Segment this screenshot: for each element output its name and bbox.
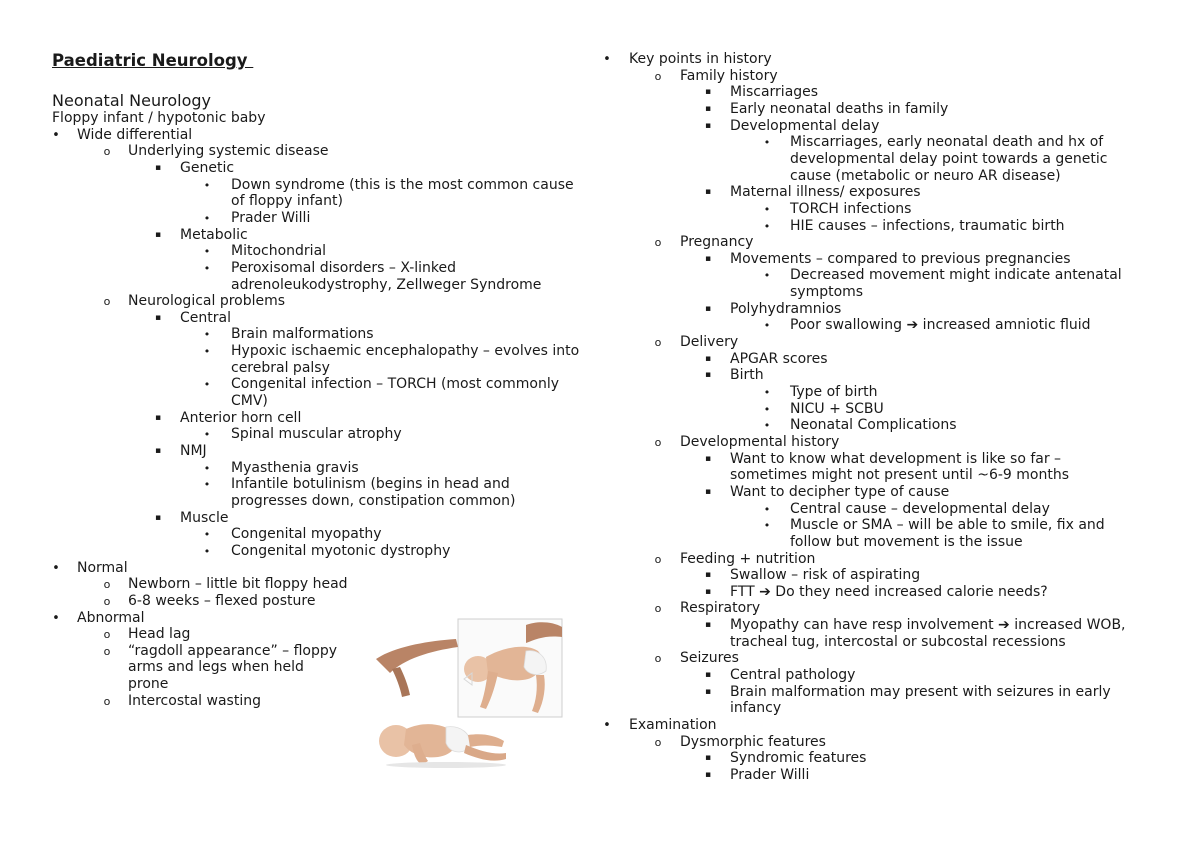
list-item-text: Floppy infant / hypotonic baby <box>52 110 266 126</box>
list-bullet: ▪ <box>704 353 712 364</box>
list-item-text: Pregnancy <box>680 234 754 251</box>
list-item-text: Underlying systemic disease <box>128 143 329 160</box>
list-bullet: • <box>203 345 211 359</box>
list-item-text: “ragdoll appearance” – floppy <box>128 642 338 659</box>
list-bullet: o <box>654 69 662 83</box>
list-item-text: Intercostal wasting <box>128 692 261 709</box>
list-bullet: ▪ <box>704 570 712 581</box>
list-item-text: Developmental history <box>680 433 840 450</box>
list-item-text: Central cause – developmental delay <box>790 500 1050 517</box>
list-bullet: ▪ <box>154 512 162 523</box>
list-bullet: • <box>203 211 211 225</box>
list-item-text: Spinal muscular atrophy <box>231 426 402 443</box>
list-bullet: o <box>103 578 111 592</box>
list-item-text: Brain malformations <box>231 326 374 343</box>
list-item-text: TORCH infections <box>790 200 912 217</box>
list-item-text: cause (metabolic or neuro AR disease) <box>790 167 1061 184</box>
list-bullet: • <box>763 202 771 216</box>
list-item-text: cerebral palsy <box>231 359 330 376</box>
list-bullet: o <box>654 602 662 616</box>
list-item-text: Want to know what development is like so far – <box>730 450 1062 467</box>
list-bullet: • <box>763 519 771 533</box>
list-item-text: Key points in history <box>629 51 772 67</box>
list-bullet: ▪ <box>154 446 162 456</box>
baby-leg-lower-a <box>468 734 504 747</box>
list-bullet: ▪ <box>704 686 712 697</box>
list-bullet: o <box>103 145 111 159</box>
list-bullet: ▪ <box>704 370 712 381</box>
list-bullet: ▪ <box>704 486 712 497</box>
list-item-text: Metabolic <box>180 226 248 243</box>
list-bullet: • <box>203 245 211 259</box>
list-item-text: tracheal tug, intercostal or subcostal recessions <box>730 633 1066 650</box>
list-bullet: • <box>203 328 211 342</box>
list-item-text: Central pathology <box>730 667 856 684</box>
list-item-text: Movements – compared to previous pregnancies <box>730 250 1071 267</box>
list-item-text: NICU + SCBU <box>790 400 884 417</box>
list-item-text: Miscarriages, early neonatal death and hx of <box>790 134 1104 151</box>
list-bullet: ▪ <box>704 120 712 131</box>
list-bullet: • <box>203 544 211 558</box>
adult-hand-lower <box>392 667 410 697</box>
list-bullet: o <box>654 735 662 749</box>
list-bullet: ▪ <box>154 312 162 323</box>
list-bullet: ▪ <box>704 103 712 114</box>
list-bullet: • <box>603 718 611 733</box>
list-bullet: o <box>654 435 662 449</box>
list-bullet: ▪ <box>704 753 712 764</box>
list-item-text: Syndromic features <box>730 750 867 767</box>
list-bullet: o <box>103 694 111 708</box>
list-item-text: Maternal illness/ exposures <box>730 184 921 201</box>
list-item-text: Feeding + nutrition <box>680 550 816 567</box>
list-item-text: FTT ➔ Do they need increased calorie needs? <box>730 583 1048 600</box>
list-item-text: HIE causes – infections, traumatic birth <box>790 217 1065 234</box>
list-bullet: ▪ <box>704 187 712 198</box>
list-bullet: • <box>52 127 60 143</box>
list-item-text: Newborn – little bit floppy head <box>128 576 348 593</box>
list-item-text: adrenoleukodystrophy, Zellweger Syndrome <box>231 276 542 293</box>
section-heading: Neonatal Neurology <box>52 91 211 110</box>
list-bullet: o <box>103 594 111 608</box>
list-item-text: prone <box>128 676 169 693</box>
list-bullet: • <box>52 560 60 576</box>
list-bullet: ▪ <box>704 670 712 681</box>
list-bullet: ▪ <box>704 620 712 631</box>
list-item-text: Poor swallowing ➔ increased amniotic fluid <box>790 317 1091 334</box>
list-item-text: Neurological problems <box>128 293 286 310</box>
list-item-text: Muscle <box>180 509 229 526</box>
list-bullet: • <box>203 428 211 442</box>
list-item-text: Respiratory <box>680 600 761 617</box>
list-bullet: • <box>203 461 211 475</box>
list-item-text: Normal <box>77 559 128 576</box>
list-item-text: Congenital infection – TORCH (most commonly <box>231 376 560 393</box>
floor-shadow <box>386 762 506 768</box>
list-item-text: APGAR scores <box>730 350 828 367</box>
list-bullet: • <box>203 378 211 392</box>
page-title: Paediatric Neurology <box>52 51 254 70</box>
list-item-text: of floppy infant) <box>231 193 343 210</box>
list-item-text: Wide differential <box>77 126 193 143</box>
infant-held-prone-illustration <box>376 617 564 769</box>
list-bullet: • <box>203 528 211 542</box>
list-item-text: Abnormal <box>77 609 145 626</box>
list-bullet: o <box>654 552 662 566</box>
list-bullet: o <box>103 295 111 309</box>
list-bullet: • <box>203 178 211 192</box>
list-bullet: • <box>763 386 771 399</box>
adult-arm-lower <box>376 639 458 673</box>
list-bullet: o <box>103 628 111 642</box>
list-bullet: • <box>763 502 771 516</box>
list-item-text: follow but movement is the issue <box>790 533 1023 550</box>
list-bullet: • <box>603 52 611 67</box>
list-bullet: • <box>763 319 771 333</box>
list-bullet: o <box>654 652 662 666</box>
list-item-text: Head lag <box>128 626 191 643</box>
list-bullet: ▪ <box>154 229 162 240</box>
list-item-text: Family history <box>680 67 778 84</box>
list-item-text: Neonatal Complications <box>790 417 957 434</box>
list-item-text: Polyhydramnios <box>730 300 842 317</box>
list-bullet: ▪ <box>154 162 162 173</box>
list-bullet: ▪ <box>704 586 712 597</box>
list-item-text: Congenital myopathy <box>231 526 382 543</box>
list-item-text: Type of birth <box>790 384 878 400</box>
list-item-text: Delivery <box>680 334 739 351</box>
list-item-text: Peroxisomal disorders – X-linked <box>231 259 457 276</box>
list-bullet: o <box>654 336 662 350</box>
list-bullet: o <box>103 644 111 658</box>
list-bullet: ▪ <box>154 412 162 423</box>
list-item-text: Prader Willi <box>730 766 810 783</box>
list-item-text: Myopathy can have resp involvement ➔ increased WOB, <box>730 617 1126 634</box>
list-item-text: Muscle or SMA – will be able to smile, fix and <box>790 517 1105 534</box>
list-item-text: Want to decipher type of cause <box>730 483 950 500</box>
list-item-text: Mitochondrial <box>231 243 327 260</box>
list-bullet: ▪ <box>704 253 712 264</box>
list-bullet: ▪ <box>704 453 712 464</box>
list-item-text: Anterior horn cell <box>180 409 302 426</box>
list-item-text: Genetic <box>180 159 235 176</box>
list-item-text: Prader Willi <box>231 209 311 226</box>
list-item-text: CMV) <box>231 393 268 410</box>
list-bullet: • <box>52 610 60 626</box>
list-item-text: 6-8 weeks – flexed posture <box>128 592 316 609</box>
list-bullet: • <box>203 261 211 275</box>
list-item-text: sometimes might not present until ~6-9 months <box>730 467 1070 484</box>
list-item-text: progresses down, constipation common) <box>231 492 516 509</box>
list-bullet: • <box>203 478 211 492</box>
list-bullet: ▪ <box>704 87 712 98</box>
list-item-text: Down syndrome (this is the most common cause <box>231 176 574 193</box>
list-item-text: Miscarriages <box>730 84 819 101</box>
list-item-text: Infantile botulinism (begins in head and <box>231 476 510 493</box>
list-item-text: symptoms <box>790 284 864 301</box>
list-item-text: Brain malformation may present with seizures in early <box>730 683 1111 700</box>
list-item-text: Myasthenia gravis <box>231 459 359 476</box>
list-bullet: • <box>763 269 771 283</box>
list-item-text: Decreased movement might indicate antenatal <box>790 267 1122 284</box>
list-item-text: Developmental delay <box>730 117 880 134</box>
list-item-text: Seizures <box>680 650 739 667</box>
list-item-text: Central <box>180 309 231 326</box>
list-item-text: Congenital myotonic dystrophy <box>231 542 451 559</box>
list-item-text: Hypoxic ischaemic encephalopathy – evolves into <box>231 343 580 360</box>
list-item-text: NMJ <box>180 443 207 459</box>
list-item-text: Examination <box>629 717 717 733</box>
list-bullet: • <box>763 419 771 433</box>
list-bullet: ▪ <box>704 769 712 780</box>
list-bullet: o <box>654 236 662 250</box>
list-item-text: developmental delay point towards a genetic <box>790 150 1108 167</box>
list-bullet: ▪ <box>704 303 712 314</box>
list-item-text: Birth <box>730 367 764 384</box>
list-item-text: Dysmorphic features <box>680 733 826 750</box>
list-item-text: infancy <box>730 700 782 717</box>
list-bullet: • <box>763 402 771 416</box>
list-item-text: Early neonatal deaths in family <box>730 100 949 117</box>
list-item-text: Swallow – risk of aspirating <box>730 567 921 584</box>
list-item-text: arms and legs when held <box>128 659 304 676</box>
baby-leg-lower-b <box>464 745 506 761</box>
list-bullet: • <box>763 219 771 233</box>
list-bullet: • <box>763 136 771 150</box>
